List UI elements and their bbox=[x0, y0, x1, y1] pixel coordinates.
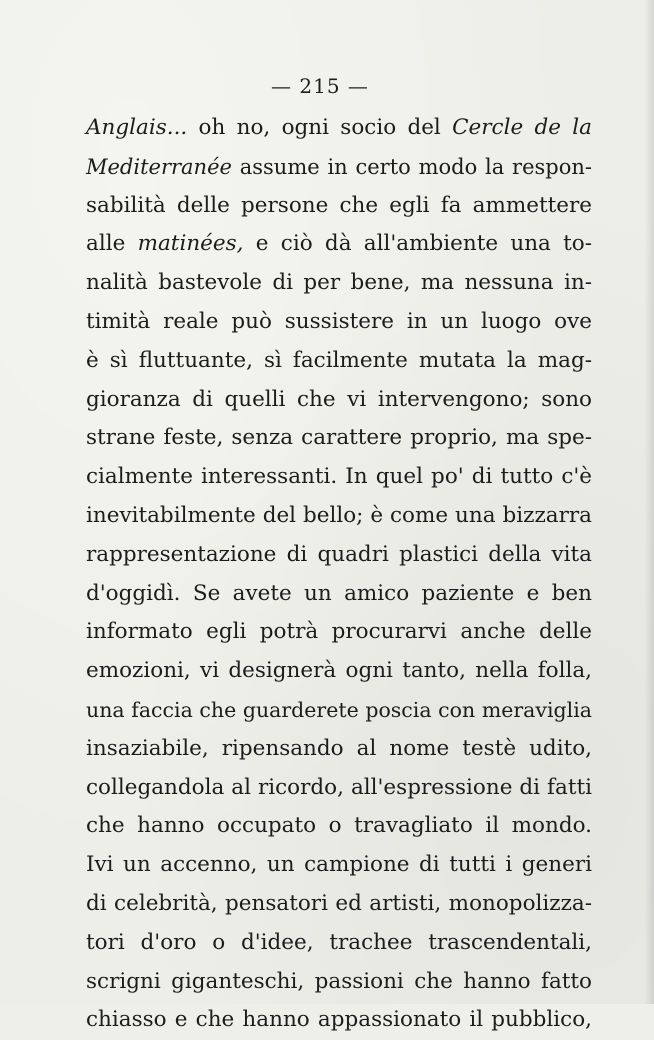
text-line bbox=[86, 342, 592, 381]
text-run: Ivi un accenno, un campione di tutti i generi bbox=[86, 852, 592, 878]
page-binding-shadow bbox=[644, 0, 654, 1004]
text-run: strane feste, senza carattere proprio, ma spe- bbox=[86, 425, 592, 451]
text-run: cialmente interessanti. In quel po' di tutto c'è bbox=[86, 464, 592, 490]
text-run: gioranza di quelli che vi intervengono; sono bbox=[86, 386, 592, 412]
text-run: d'oggidì. Se avete un amico paziente e ben bbox=[86, 580, 592, 606]
text-run: di celebrità, pensatori ed artisti, monopolizza- bbox=[86, 890, 592, 916]
text-run: e ciò dà all'ambiente una to- bbox=[243, 231, 592, 257]
text-line bbox=[86, 1001, 592, 1040]
page-number: — 215 — bbox=[271, 74, 369, 98]
text-line bbox=[86, 924, 592, 963]
text-line bbox=[86, 303, 592, 342]
text-line bbox=[86, 691, 592, 730]
body-text bbox=[86, 109, 592, 1040]
text-line bbox=[86, 225, 592, 264]
text-line bbox=[86, 613, 592, 652]
text-line bbox=[86, 807, 592, 846]
text-line bbox=[86, 187, 592, 226]
text-run: che hanno occupato o travagliato il mondo. bbox=[86, 813, 592, 839]
text-line bbox=[86, 497, 592, 536]
text-run: timità reale può sussistere in un luogo ove bbox=[86, 308, 592, 334]
text-line bbox=[86, 109, 592, 148]
text-line bbox=[86, 458, 592, 497]
text-run: nalità bastevole di per bene, ma nessuna in- bbox=[86, 270, 592, 296]
text-line bbox=[86, 575, 592, 614]
text-run: inevitabilmente del bello; è come una bizzarra bbox=[86, 502, 592, 528]
text-line bbox=[86, 652, 592, 691]
text-run: sabilità delle persone che egli fa ammettere bbox=[86, 192, 592, 218]
text-run: collegandola al ricordo, all'espressione di fatti bbox=[86, 774, 592, 800]
text-line bbox=[86, 148, 592, 187]
italic-text-run: Cercle de la bbox=[452, 115, 592, 140]
text-run: emozioni, vi designerà ogni tanto, nella folla, bbox=[86, 658, 592, 684]
text-run: alle bbox=[86, 231, 138, 257]
text-run: informato egli potrà procurarvi anche delle bbox=[86, 619, 592, 645]
text-run: tori d'oro o d'idee, trachee trascendentali, bbox=[86, 929, 592, 955]
text-line bbox=[86, 536, 592, 575]
text-run: chiasso e che hanno appassionato il pubblico, bbox=[86, 1007, 592, 1033]
text-run: una faccia che guarderete poscia con meraviglia bbox=[86, 697, 592, 722]
text-line bbox=[86, 381, 592, 420]
text-line bbox=[86, 769, 592, 808]
text-line bbox=[86, 730, 592, 769]
text-run: scrigni giganteschi, passioni che hanno fatto bbox=[86, 968, 592, 994]
text-line bbox=[86, 885, 592, 924]
text-run: oh no, ogni socio del bbox=[187, 115, 453, 140]
text-run: è sì fluttuante, sì facilmente mutata la mag- bbox=[86, 347, 592, 373]
italic-text-run: Mediterranée bbox=[86, 154, 232, 179]
text-line bbox=[86, 419, 592, 458]
text-run: insaziabile, ripensando al nome testè udito, bbox=[86, 735, 592, 761]
italic-text-run: Anglais... bbox=[86, 115, 188, 140]
text-line bbox=[86, 846, 592, 885]
text-line bbox=[86, 264, 592, 303]
text-line bbox=[86, 963, 592, 1002]
text-run: assume in certo modo la respon- bbox=[231, 154, 592, 179]
italic-text-run: matinées, bbox=[137, 231, 244, 257]
text-run: rappresentazione di quadri plastici della vita bbox=[86, 541, 592, 567]
